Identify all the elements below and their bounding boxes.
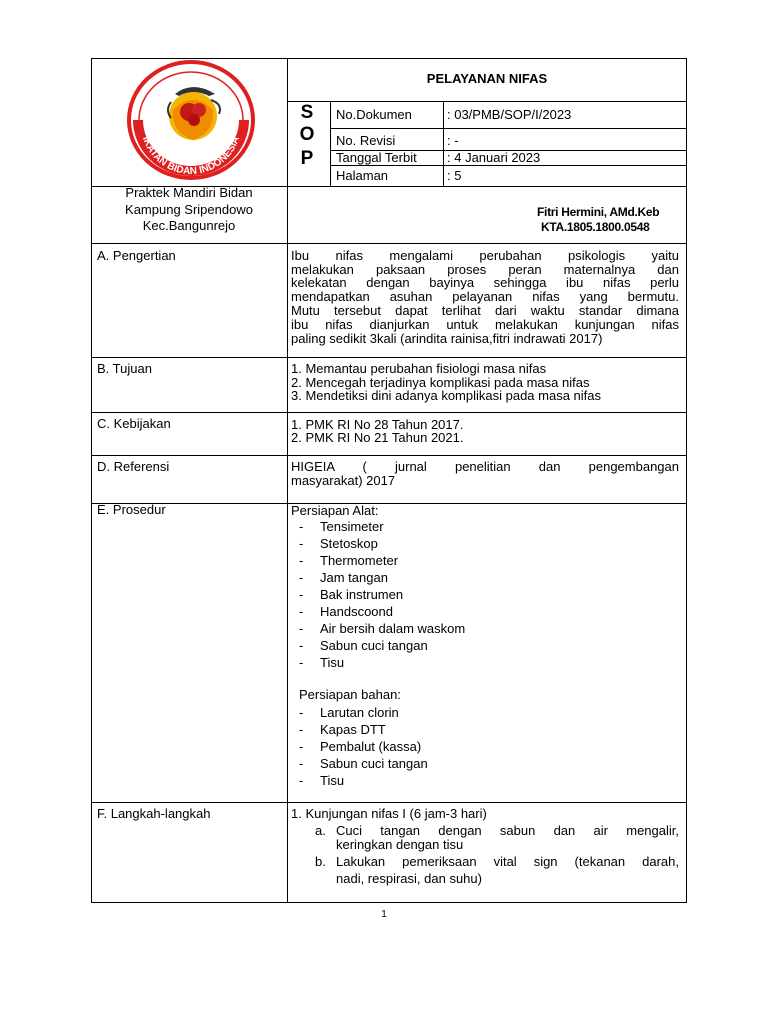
list-dash: - [299,722,304,737]
bahan-heading: Persiapan bahan: [299,687,401,702]
institution-line-3: Kec.Bangunrejo [142,218,236,233]
divider [91,243,687,244]
alat-item: Handscoond [320,604,393,619]
referensi-line: HIGEIA ( jurnal penelitian dan pengembangan [291,459,679,474]
langkah-sub-b-line: nadi, respirasi, dan suhu) [336,871,482,886]
referensi-line: masyarakat) 2017 [291,473,396,488]
alat-item: Bak instrumen [320,587,404,602]
kebijakan-item: 1. PMK RI No 28 Tahun 2017. [291,417,464,432]
list-dash: - [299,655,304,670]
ibi-logo [115,60,267,180]
bahan-item: Sabun cuci tangan [320,756,428,771]
langkah-sub-b-marker: b. [315,854,326,869]
langkah-sub-b-line: Lakukan pemeriksaan vital sign (tekanan darah, [336,854,679,869]
list-dash: - [299,553,304,568]
doc-number-label: No.Dokumen [336,107,412,122]
divider [91,455,687,456]
section-label-kebijakan: C. Kebijakan [97,416,171,431]
bahan-item: Kapas DTT [320,722,386,737]
bahan-item: Tisu [320,773,345,788]
list-dash: - [299,756,304,771]
langkah-sub-a-line: keringkan dengan tisu [336,837,464,852]
bahan-item: Larutan clorin [320,705,399,720]
section-label-langkah: F. Langkah-langkah [97,806,211,821]
pengertian-line: kelekatan dengan bayinya sehingga ibu nifas perlu [291,275,679,290]
divider [91,802,687,803]
list-dash: - [299,536,304,551]
langkah-sub-a-marker: a. [315,823,326,838]
tujuan-item: 3. Mendetiksi dini adanya komplikasi pada masa nifas [291,388,602,403]
document-title: PELAYANAN NIFAS [426,71,548,86]
pengertian-line: paling sedikit 3kali (arindita rainisa,fitri indrawati 2017) [291,331,603,346]
logo-text: IKATAN BIDAN INDONESIA [139,134,243,178]
pengertian-line: melakukan paksaan proses peran maternalnya dan [291,262,679,277]
list-dash: - [299,773,304,788]
alat-heading: Persiapan Alat: [291,503,379,518]
divider [91,503,687,504]
pengertian-line: ibu nifas dianjurkan untuk melakukan kunjungan nifas [291,317,679,332]
list-dash: - [299,519,304,534]
list-dash: - [299,638,304,653]
institution-line-2: Kampung Sripendowo [125,202,253,217]
pengertian-line: Mutu tersebut dapat terlihat dari waktu standar dimana [291,303,679,318]
alat-item: Sabun cuci tangan [320,638,428,653]
divider [330,128,687,129]
revision-value: : - [447,133,459,148]
signer-id: KTA.1805.1800.0548 [541,220,650,234]
issue-date-label: Tanggal Terbit [336,150,417,165]
divider [91,412,687,413]
bahan-item: Pembalut (kassa) [320,739,422,754]
divider [91,357,687,358]
sop-divider [330,101,331,186]
section-label-pengertian: A. Pengertian [97,248,176,263]
page-label: Halaman [336,168,389,183]
list-dash: - [299,705,304,720]
section-label-prosedur: E. Prosedur [97,502,166,517]
signer-name: Fitri Hermini, AMd.Keb [537,205,660,219]
tujuan-item: 2. Mencegah terjadinya komplikasi pada masa nifas [291,375,590,390]
list-dash: - [299,587,304,602]
column-divider [287,58,288,903]
sop-letter-p: P [300,148,314,169]
alat-item: Thermometer [320,553,399,568]
revision-label: No. Revisi [336,133,396,148]
alat-item: Air bersih dalam waskom [320,621,466,636]
page-number: 1 [381,909,387,920]
list-dash: - [299,621,304,636]
kebijakan-item: 2. PMK RI No 21 Tahun 2021. [291,430,464,445]
doc-number-value: : 03/PMB/SOP/I/2023 [447,107,572,122]
sop-letter-s: S [300,102,314,123]
alat-item: Stetoskop [320,536,378,551]
issue-date-value: : 4 Januari 2023 [447,150,541,165]
list-dash: - [299,604,304,619]
page-value: : 5 [447,168,462,183]
sop-letter-o: O [299,124,315,145]
list-dash: - [299,570,304,585]
alat-item: Tisu [320,655,345,670]
pengertian-line: mendapatkan asuhan pelayanan nifas yang bermutu. [291,289,679,304]
section-label-tujuan: B. Tujuan [97,361,152,376]
alat-item: Tensimeter [320,519,384,534]
divider [287,101,687,102]
langkah-sub-a-line: Cuci tangan dengan sabun dan air mengalir, [336,823,679,838]
langkah-step-1: 1. Kunjungan nifas I (6 jam-3 hari) [291,806,487,821]
list-dash: - [299,739,304,754]
institution-line-1: Praktek Mandiri Bidan [125,185,253,200]
sop-document [91,58,687,903]
section-label-referensi: D. Referensi [97,459,170,474]
tujuan-item: 1. Memantau perubahan fisiologi masa nifas [291,361,547,376]
pengertian-line: Ibu nifas mengalami perubahan psikologis yaitu [291,248,679,263]
divider [330,165,687,166]
header-value-divider [443,101,444,186]
alat-item: Jam tangan [320,570,388,585]
